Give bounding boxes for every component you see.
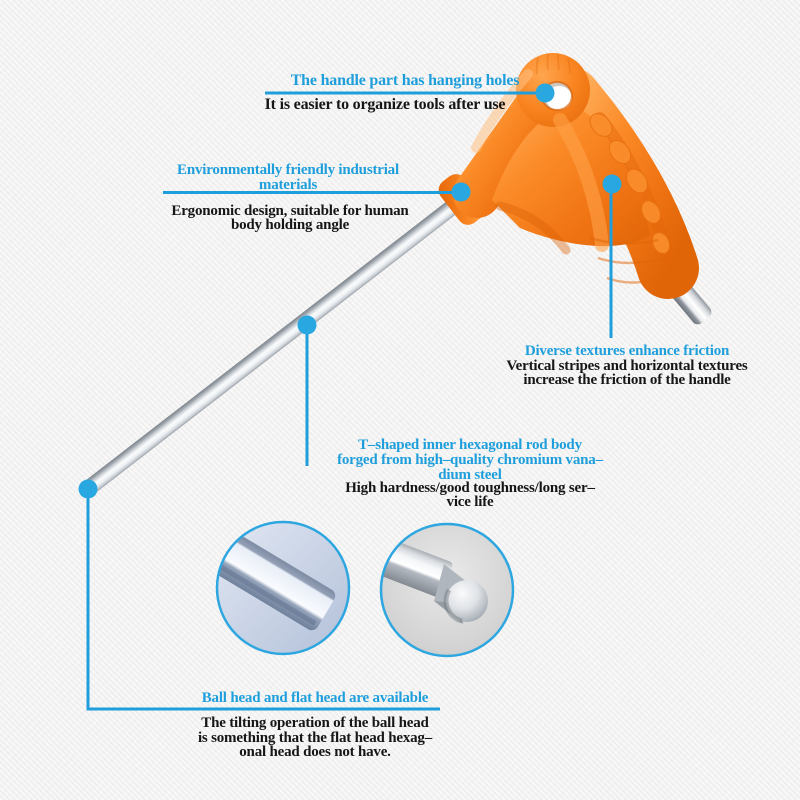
- text-line: T–shaped inner hexagonal rod body: [358, 437, 582, 453]
- materials-heading: [128, 163, 448, 193]
- hanging-holes-heading: [225, 72, 585, 89]
- text-line: body holding angle: [230, 217, 350, 233]
- text-line: The handle part has hanging holes: [290, 72, 520, 89]
- text-line: It is easier to organize tools after use: [264, 96, 506, 113]
- text-line: Vertical stripes and horizontal textures: [506, 358, 748, 374]
- wrench: [80, 53, 714, 498]
- heads-heading: [163, 690, 467, 706]
- text-line: is something that the flat head hexag–: [197, 729, 433, 746]
- text-line: vice life: [446, 494, 494, 510]
- rod-body-body: [318, 481, 622, 509]
- callout-dot-heads: [79, 480, 98, 499]
- text-line: dium steel: [438, 467, 502, 483]
- callout-dot-rod-body: [298, 316, 317, 335]
- heads-body: [157, 716, 473, 760]
- callout-dot-friction: [603, 175, 622, 194]
- text-line: High hardness/good toughness/long ser–: [345, 480, 595, 496]
- rod-body-heading: [318, 438, 622, 483]
- text-line: Environmentally friendly industrial: [177, 162, 399, 178]
- text-line: forged from high–quality chromium vana–: [337, 452, 603, 468]
- text-line: Diverse textures enhance friction: [524, 343, 730, 359]
- text-line: increase the friction of the handle: [523, 372, 731, 388]
- materials-body: [130, 204, 450, 232]
- friction-body: [477, 359, 777, 387]
- text-line: The tilting operation of the ball head: [201, 715, 429, 731]
- text-line: Ball head and flat head are available: [201, 690, 429, 706]
- inset-ball-head: [358, 524, 513, 656]
- text-line: materials: [258, 177, 318, 193]
- callout-dot-materials: [452, 183, 471, 202]
- text-line: onal head does not have.: [239, 744, 391, 760]
- text-line: Ergonomic design, suitable for human: [171, 203, 409, 219]
- inset-flat-head: [186, 516, 349, 654]
- friction-heading: [477, 344, 777, 359]
- hanging-holes-body: [205, 96, 565, 113]
